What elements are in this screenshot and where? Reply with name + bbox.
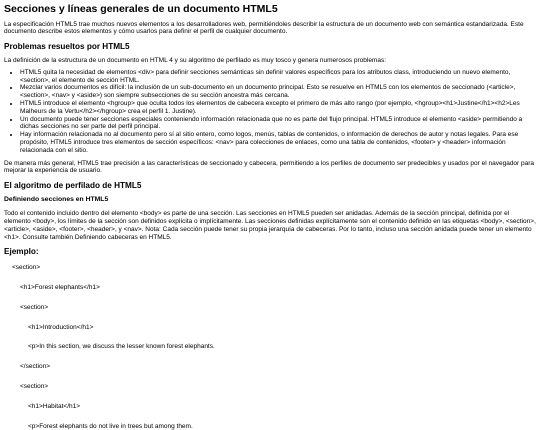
problems-heading: Problemas resueltos por HTML5 (4, 42, 130, 52)
code-line: <h1>Habitat</h1> (28, 402, 81, 410)
intro-paragraph: La especificación HTML5 trae muchos nuevos elementos a los desarrolladores web, permitiéndoles describir la estructura de un documento web con semántica estandarizada. Este documento describe estos elementos y cómo usarlos para definir el perfil de cualquier documento. (4, 20, 524, 36)
code-line: <h1>Forest elephants</h1> (20, 284, 100, 292)
problems-closing: De manera más general, HTML5 trae precisión a las características de seccionado y cabecera, permitiendo a los perfiles de documento ser predecibles y usados por el navegador para mejorar la experiencia de usuario. (4, 159, 535, 175)
problems-list-item: • Un documento puede tener secciones especiales conteniendo información relacionada que no es parte del flujo principal. HTML5 introduce el elemento <aside> permitiendo a dichas secciones no ser parte del perfil principal. (20, 116, 536, 132)
code-line: <section> (20, 303, 49, 311)
problems-paragraph: La definición de la estructura de un documento en HTML 4 y su algoritmo de perfilado es muy tosco y genera numerosos problemas: (4, 57, 387, 65)
code-line: <p>Forest elephants do not live in trees but among them. (28, 422, 193, 430)
algorithm-paragraph: Todo el contenido incluido dentro del elemento <body> es parte de una sección. Las secciones en HTML5 pueden ser anidadas. Además de la sección principal, definida por el elemento <body>, los límites de la sección son definidos explícita o implícitamente. Las secciones definidas explícitamente son el contenido definido en las etiquetas <body>, <section>, <article>, <aside>, <footer>, <header>, y <nav>. Nota: Cada sección puede tener su propia jerarquía de cabeceras. Por lo tanto, incluso una sección anidada puede tener un elemento <h1>. Consulte también Definiendo cabeceras en HTML5. (4, 210, 536, 241)
code-line: <section> (20, 383, 49, 390)
code-line: <section> (12, 264, 41, 272)
problems-list (4, 69, 536, 155)
code-line: </section> (20, 363, 50, 371)
problems-list-item: • Mezclar varios documentos es difícil: la inclusión de un sub-documento en un documento principal. Esto se resuelve en HTML5 con los elementos de seccionado (<article>, <section>, <nav> y <aside>) son siempre subsecciones de su sección ancestra más cercana. (20, 84, 536, 100)
problems-list-item: • HTML5 quita la necesidad de elementos <div> para definir secciones semánticas sin definir valores específicos para los atributos class, introduciendo un nuevo elemento, <section>, el elemento de sección HTML. (20, 69, 536, 85)
problems-list-item: • HTML5 introduce el elemento <hgroup> que oculta todos los elementos de cabecera excepto el primero de más alto rango (por ejemplo, <hgroup><h1>Justine</h1><h2>Les Malheurs de la Vertu</h2></hgroup> crea el perfil 1. Justine). (20, 100, 536, 116)
algorithm-subheading: Definiendo secciones en HTML5 (4, 196, 109, 204)
page-title: Secciones y líneas generales de un documento HTML5 (4, 3, 278, 15)
code-line: <h1>Introduction</h1> (28, 323, 94, 331)
example-code-block (12, 264, 536, 430)
algorithm-heading: El algoritmo de perfilado de HTML5 (4, 181, 142, 191)
example-heading: Ejemplo: (4, 247, 39, 257)
code-line: <p>In this section, we discuss the lesser known forest elephants. (28, 343, 215, 351)
problems-list-item: • Hay información relacionada no al documento pero sí al sitio entero, como logos, menús, tablas de contenidos, o información de derechos de autor y notas legales. Para ese propósito, HTML5 introduce tres elementos de sección específicos: <nav> para colecciones de enlaces, como una tabla de contenidos, <footer> y <header> información relacionada con el sitio. (20, 131, 536, 154)
